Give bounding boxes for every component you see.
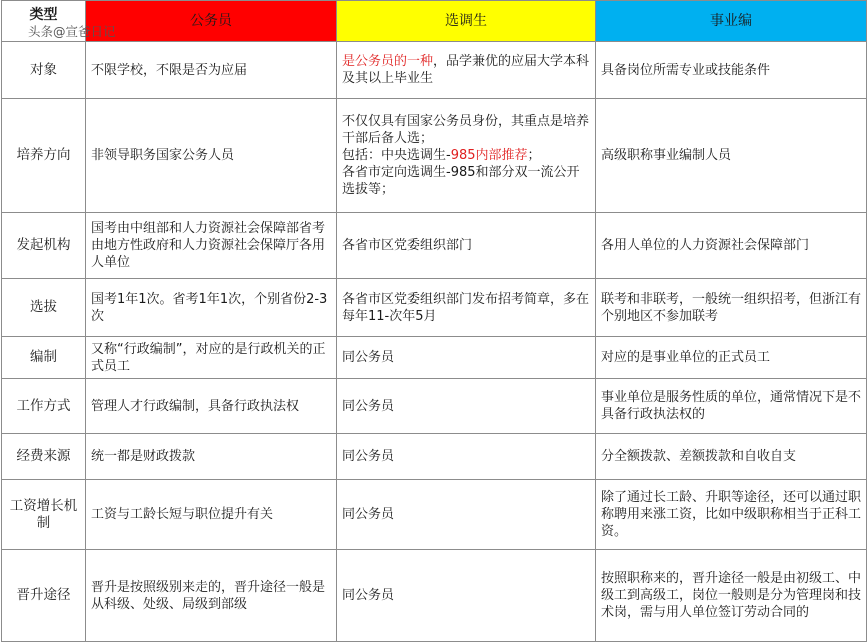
cell-civil: 不限学校，不限是否为应届 bbox=[86, 42, 337, 99]
cell-selected bbox=[337, 99, 596, 213]
row-label: 工作方式 bbox=[2, 379, 86, 434]
cell-selected: 同公务员 bbox=[337, 550, 596, 642]
row-label: 晋升途径 bbox=[2, 550, 86, 642]
header-type-label: 类型 bbox=[29, 7, 58, 23]
watermark: 头条@宣爸日记 bbox=[28, 24, 116, 39]
table-row-work-mode bbox=[2, 379, 867, 434]
header-public-institution: 事业编 bbox=[596, 1, 867, 42]
table-row-selection bbox=[2, 279, 867, 337]
cell-public: 各用人单位的人力资源社会保障部门 bbox=[596, 213, 867, 279]
table-row-organizer bbox=[2, 213, 867, 279]
cell-text bbox=[342, 147, 591, 164]
table-row-funding bbox=[2, 434, 867, 480]
cell-public: 对应的是事业单位的正式员工 bbox=[596, 337, 867, 379]
cell-text-suffix: ； bbox=[527, 148, 541, 163]
cell-public: 联考和非联考，一般统一组织招考，但浙江有个别地区不参加联考 bbox=[596, 279, 867, 337]
cell-public: 高级职称事业编制人员 bbox=[596, 99, 867, 213]
cell-public: 事业单位是服务性质的单位，通常情况下是不具备行政执法权的 bbox=[596, 379, 867, 434]
row-label: 工资增长机制 bbox=[2, 480, 86, 550]
header-row bbox=[2, 1, 867, 42]
highlight-text: 是公务员的一种 bbox=[342, 54, 434, 69]
cell-public: 除了通过长工龄、升职等途径，还可以通过职称聘用来涨工资，比如中级职称相当于正科工资。 bbox=[596, 480, 867, 550]
cell-civil: 又称“行政编制”，对应的是行政机关的正式员工 bbox=[86, 337, 337, 379]
table-row-promotion bbox=[2, 550, 867, 642]
row-label: 发起机构 bbox=[2, 213, 86, 279]
row-label: 经费来源 bbox=[2, 434, 86, 480]
cell-civil: 国考1年1次。省考1年1次，个别省份2-3次 bbox=[86, 279, 337, 337]
cell-civil: 管理人才行政编制，具备行政执法权 bbox=[86, 379, 337, 434]
row-label: 培养方向 bbox=[2, 99, 86, 213]
cell-civil: 工资与工龄长短与职位提升有关 bbox=[86, 480, 337, 550]
cell-civil: 国考由中组部和人力资源社会保障部省考由地方性政府和人力资源社会保障厅各用人单位 bbox=[86, 213, 337, 279]
cell-civil: 统一都是财政拨款 bbox=[86, 434, 337, 480]
cell-selected: 各省市区党委组织部门发布招考简章，多在每年11-次年5月 bbox=[337, 279, 596, 337]
cell-selected: 同公务员 bbox=[337, 480, 596, 550]
cell-public: 分全额拨款、差额拨款和自收自支 bbox=[596, 434, 867, 480]
cell-text: ，品学兼优的应届大学本科及其以上毕业生 bbox=[342, 54, 590, 86]
cell-selected: 同公务员 bbox=[337, 434, 596, 480]
cell-public: 具备岗位所需专业或技能条件 bbox=[596, 42, 867, 99]
cell-text-prefix: 包括：中央选调生- bbox=[342, 148, 451, 163]
table-row-salary bbox=[2, 480, 867, 550]
table-row-target bbox=[2, 42, 867, 99]
cell-text: 各省市定向选调生-985和部分双一流公开选拔等； bbox=[342, 165, 580, 197]
header-type-cell bbox=[2, 1, 116, 42]
cell-text: 不仅仅具有国家公务员身份，其重点是培养干部后备人选； bbox=[342, 114, 590, 146]
cell-selected: 同公务员 bbox=[337, 337, 596, 379]
header-selected-graduate: 选调生 bbox=[337, 1, 596, 42]
header-civil-servant: 公务员 bbox=[86, 1, 337, 42]
cell-selected: 同公务员 bbox=[337, 379, 596, 434]
cell-selected: 各省市区党委组织部门 bbox=[337, 213, 596, 279]
row-label: 编制 bbox=[2, 337, 86, 379]
table-row-establishment bbox=[2, 337, 867, 379]
cell-civil: 晋升是按照级别来走的，晋升途径一般是从科级、处级、局级到部级 bbox=[86, 550, 337, 642]
cell-public: 按照职称来的，晋升途径一般是由初级工、中级工到高级工，岗位一般则是分为管理岗和技术岗，需与用人单位签订劳动合同的 bbox=[596, 550, 867, 642]
cell-selected bbox=[337, 42, 596, 99]
cell-civil: 非领导职务国家公务人员 bbox=[86, 99, 337, 213]
table-row-training bbox=[2, 99, 867, 213]
row-label: 对象 bbox=[2, 42, 86, 99]
comparison-table bbox=[1, 0, 867, 642]
highlight-text: 985内部推荐 bbox=[450, 148, 528, 163]
row-label: 选拔 bbox=[2, 279, 86, 337]
